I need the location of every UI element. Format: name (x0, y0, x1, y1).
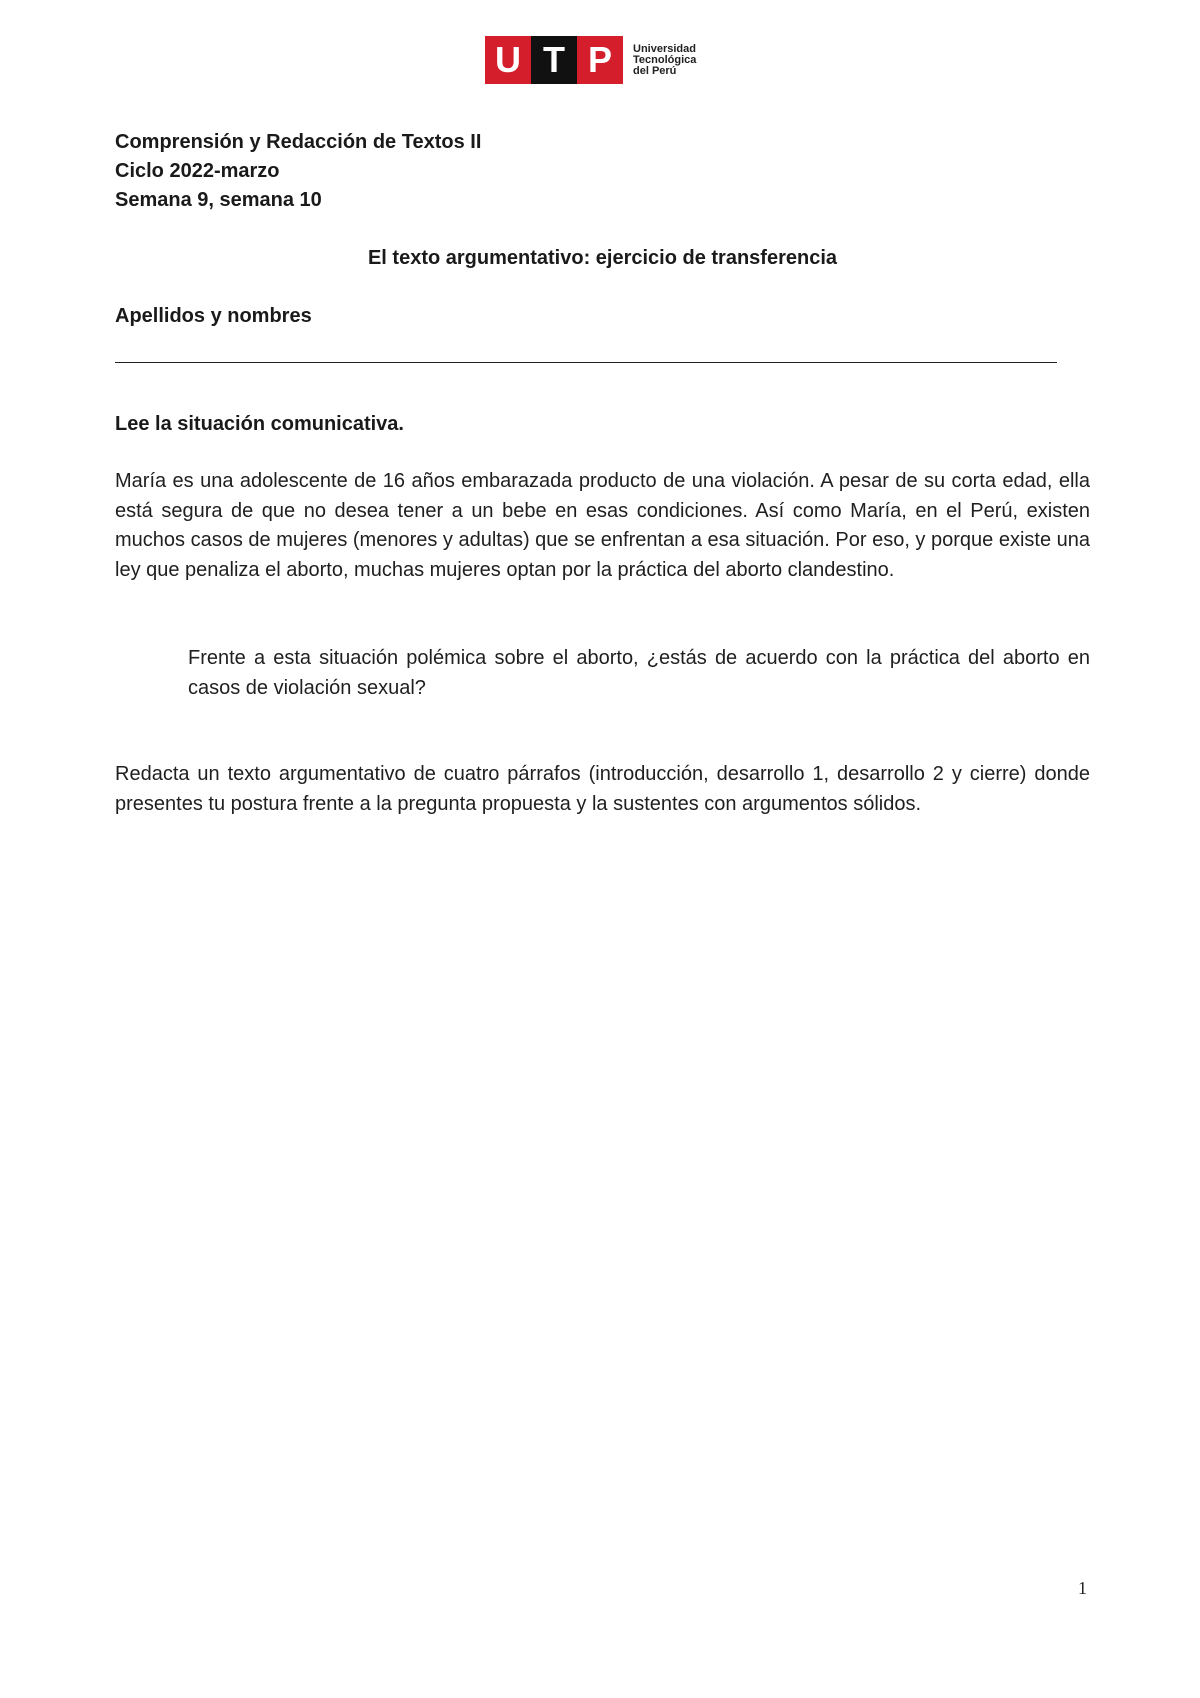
names-underline (115, 362, 1057, 363)
utp-logo (485, 36, 696, 84)
header-block (115, 128, 1090, 215)
logo-name-line-3: del Perú (633, 64, 677, 77)
logo-university-name (633, 44, 696, 77)
logo-letter-p: P (577, 36, 623, 84)
instruction-heading: Lee la situación comunicativa. (115, 413, 404, 435)
logo-name-line-1: Universidad (633, 42, 696, 55)
logo-letter-t: T (531, 36, 577, 84)
document-title: El texto argumentativo: ejercicio de transferencia (367, 247, 838, 269)
logo-letter-u: U (485, 36, 531, 84)
task-paragraph: Redacta un texto argumentativo de cuatro párrafos (introducción, desarrollo 1, desarrollo 2 y cierre) donde presentes tu postura frente a la pregunta propuesta y la sustentes con argumentos sólidos. (115, 763, 1090, 815)
page-number: 1 (1078, 1578, 1087, 1598)
names-label: Apellidos y nombres (115, 305, 312, 327)
course-name: Comprensión y Redacción de Textos II (115, 131, 482, 153)
cycle-label: Ciclo 2022-marzo (115, 160, 280, 182)
logo-name-line-2: Tecnológica (633, 53, 697, 66)
question-paragraph: Frente a esta situación polémica sobre el aborto, ¿estás de acuerdo con la práctica del aborto en casos de violación sexual? (188, 647, 1090, 699)
situation-paragraph: María es una adolescente de 16 años embarazada producto de una violación. A pesar de su corta edad, ella está segura de que no desea tener a un bebe en esas condiciones. Así como María, en el Perú, existen muchos casos de mujeres (menores y adultas) que se enfrentan a esa situación. Por eso, y porque existe una ley que penaliza el aborto, muchas mujeres optan por la práctica del aborto clandestino. (115, 470, 1090, 581)
logo-letter-blocks (485, 36, 623, 84)
week-label: Semana 9, semana 10 (115, 189, 322, 211)
